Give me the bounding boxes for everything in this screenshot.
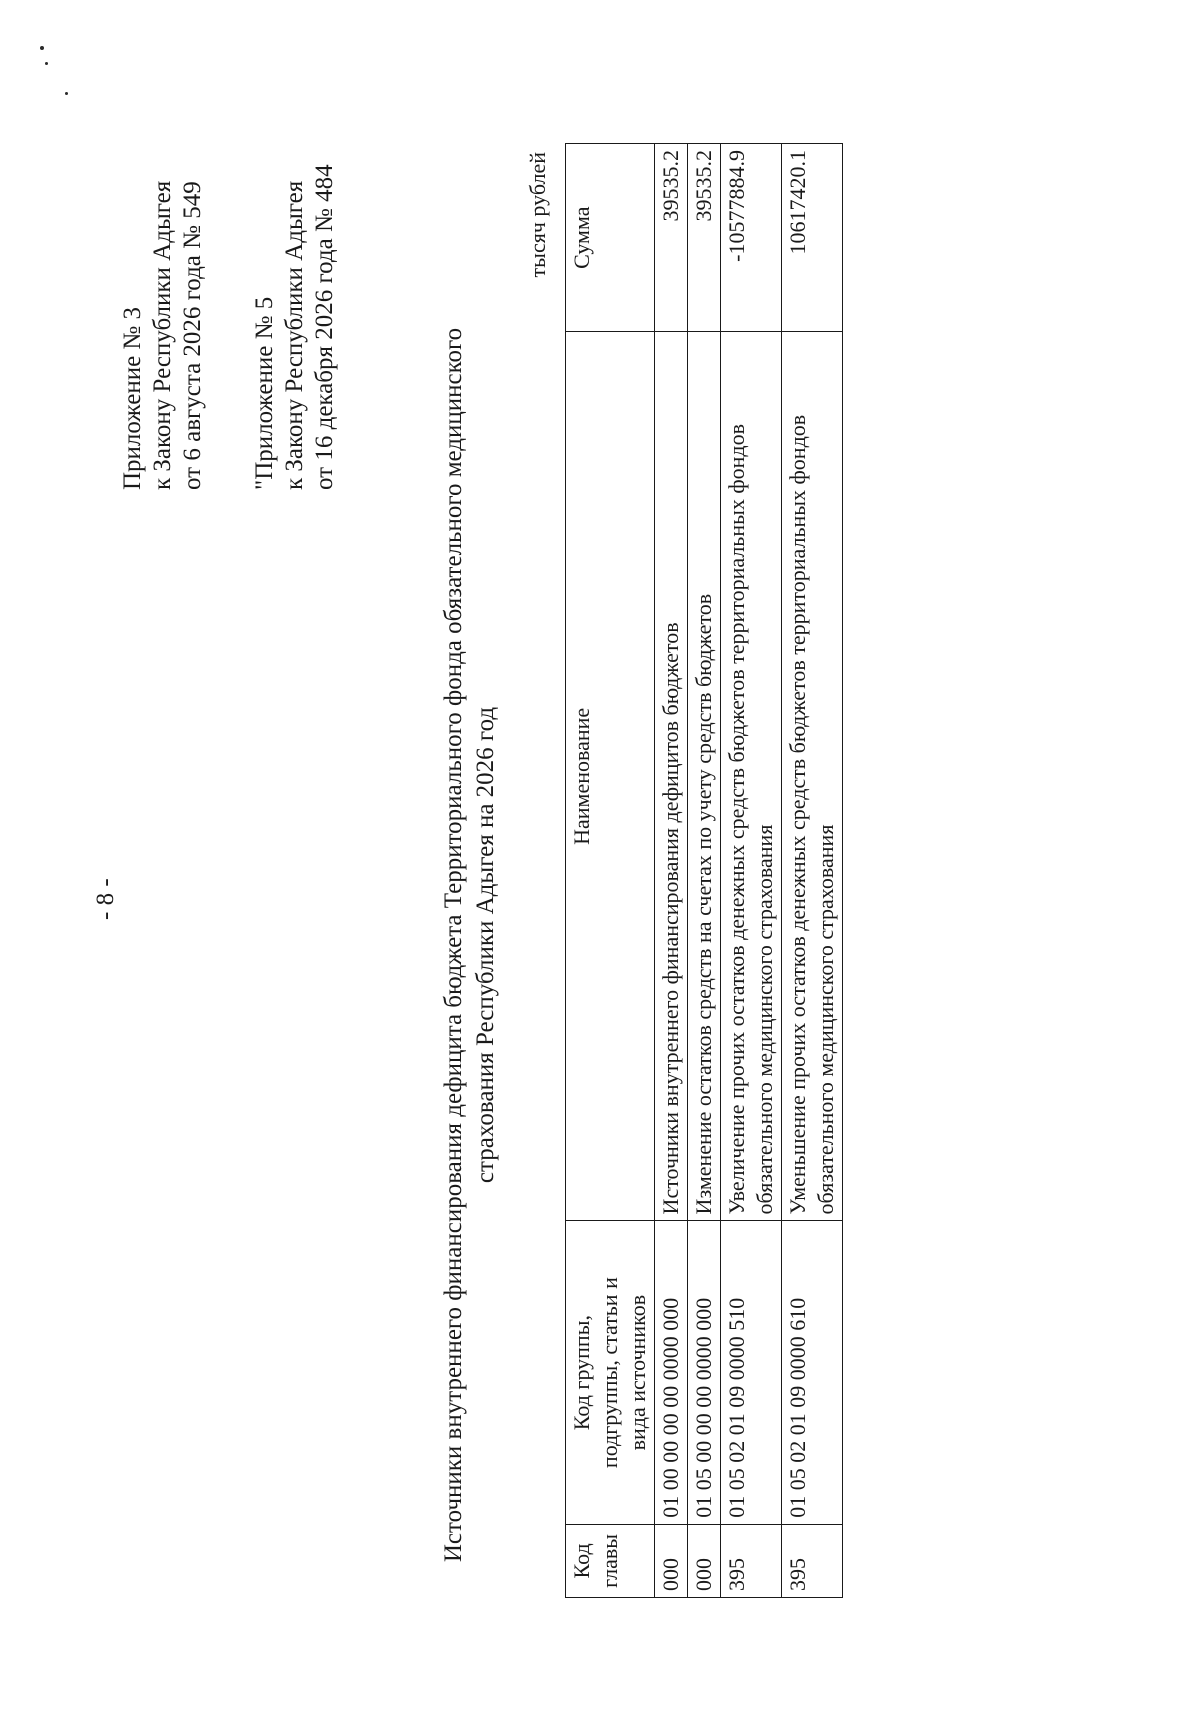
cell-source-code: 01 05 00 00 00 0000 000 <box>688 1221 721 1524</box>
cell-name: Увеличение прочих остатков денежных средств бюджетов территориальных фондов обязательного медицинского страхования <box>721 332 782 1221</box>
cell-name: Изменение остатков средств на счетах по учету средств бюджетов <box>688 332 721 1221</box>
unit-label: тысяч рублей <box>525 152 550 278</box>
table-row <box>688 144 721 1598</box>
header-chapter-line: главы <box>597 1533 622 1588</box>
document-title-line-2: страхования Республики Адыгея на 2026 год <box>472 706 499 1184</box>
table-header-row <box>566 144 655 1598</box>
document-title <box>438 295 502 1595</box>
cell-source-code: 01 00 00 00 00 0000 000 <box>655 1221 688 1524</box>
cell-source-code: 01 05 02 01 09 0000 610 <box>782 1221 843 1524</box>
cell-sum: 39535.2 <box>688 144 721 332</box>
cell-name: Уменьшение прочих остатков денежных средств бюджетов территориальных фондов обязательного медицинского страхования <box>782 332 843 1221</box>
page-number: - 8 - <box>92 878 119 920</box>
header-code-line: подгруппы, статьи и <box>597 1277 622 1469</box>
annex-law-ref: к Закону Республики Адыгея <box>281 180 308 490</box>
header-code-line: вида источников <box>625 1294 650 1451</box>
annex-law-ref: к Закону Республики Адыгея <box>149 180 176 490</box>
header-chapter-code <box>566 1524 655 1597</box>
cell-chapter-code: 395 <box>782 1524 843 1597</box>
annex-reference-amended <box>250 164 340 490</box>
scan-speck <box>45 62 48 65</box>
cell-chapter-code: 395 <box>721 1524 782 1597</box>
scan-speck <box>65 92 68 95</box>
table-row <box>782 144 843 1598</box>
cell-name: Источники внутреннего финансирования дефицитов бюджетов <box>655 332 688 1221</box>
annex-label: "Приложение № 5 <box>251 296 278 490</box>
header-sum: Сумма <box>566 144 655 332</box>
cell-chapter-code: 000 <box>655 1524 688 1597</box>
table-row <box>721 144 782 1598</box>
annex-label: Приложение № 3 <box>119 306 146 490</box>
header-code-line: Код группы, <box>569 1315 594 1431</box>
cell-sum: 10617420.1 <box>782 144 843 332</box>
scan-speck <box>40 46 44 50</box>
header-chapter-line: Код <box>569 1543 594 1579</box>
cell-source-code: 01 05 02 01 09 0000 510 <box>721 1221 782 1524</box>
header-name: Наименование <box>566 332 655 1221</box>
cell-sum: 39535.2 <box>655 144 688 332</box>
annex-reference-current <box>118 181 208 490</box>
cell-sum: -10577884.9 <box>721 144 782 332</box>
annex-law-date: от 16 декабря 2026 года № 484 <box>311 164 338 490</box>
table-row <box>655 144 688 1598</box>
financing-sources-table <box>565 143 843 1598</box>
header-source-code <box>566 1221 655 1524</box>
annex-law-date: от 6 августа 2026 года № 549 <box>179 181 206 490</box>
document-title-line-1: Источники внутреннего финансирования дефицита бюджета Территориального фонда обязательного медицинского <box>440 327 467 1563</box>
cell-chapter-code: 000 <box>688 1524 721 1597</box>
